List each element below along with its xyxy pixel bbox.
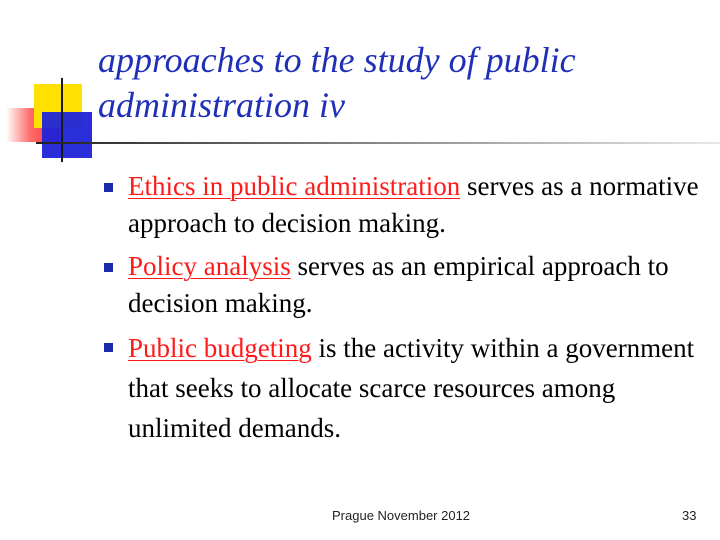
bullet-item-policy bbox=[102, 248, 702, 322]
vertical-rule bbox=[61, 78, 63, 162]
bullet-text: serves as an empirical approach to decision making. bbox=[128, 251, 669, 318]
square-bullet-icon bbox=[104, 343, 113, 352]
public-budgeting-link[interactable]: Public budgeting bbox=[128, 333, 312, 363]
bullet-text: serves as a normative approach to decision making. bbox=[128, 171, 699, 238]
bullet-item-budgeting bbox=[102, 328, 702, 448]
slide-title: approaches to the study of public administration iv bbox=[98, 40, 576, 125]
bullet-text: is the activity within a government that seeks to allocate scarce resources among unlimited demands. bbox=[128, 333, 695, 443]
page-number: 33 bbox=[682, 508, 697, 523]
ethics-link[interactable]: Ethics in public administration bbox=[128, 171, 461, 201]
decorative-corner-graphic bbox=[0, 0, 100, 170]
bullet-item-ethics bbox=[102, 168, 702, 242]
bullet-list bbox=[102, 168, 702, 454]
title-underline-rule bbox=[36, 142, 720, 144]
square-bullet-icon bbox=[104, 263, 113, 272]
policy-analysis-link[interactable]: Policy analysis bbox=[128, 251, 291, 281]
blue-square bbox=[42, 112, 92, 158]
square-bullet-icon bbox=[104, 183, 113, 192]
footer-date: Prague November 2012 bbox=[332, 508, 471, 523]
